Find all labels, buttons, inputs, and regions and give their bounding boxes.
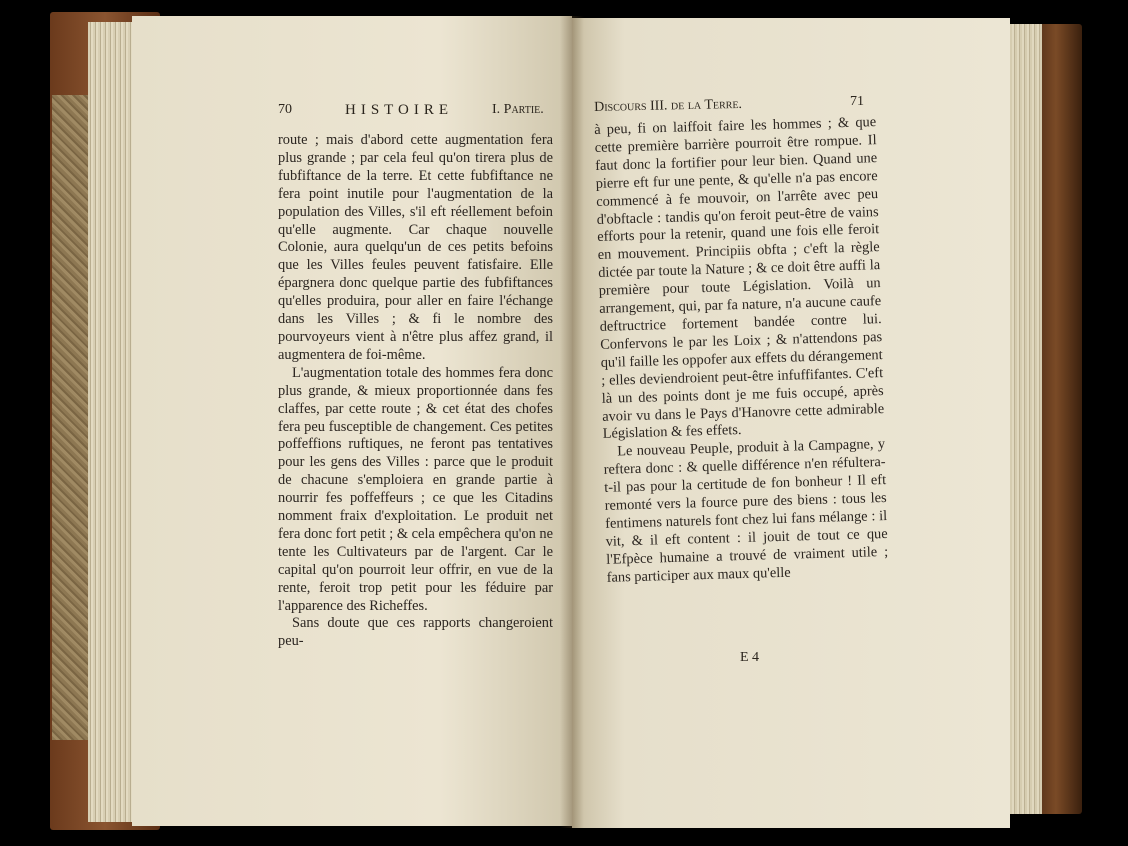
right-paragraph: Le nouveau Peuple, produit à la Campagne, y reftera donc : & quelle différence n'en réfultera-t-il pas pour la certitude de fon bonheur ! Il eft remonté vers la fource pure des biens : tous les fentimens naturels font chez lui fans mélange : il vit, & il eft content : il jouit de tout ce que l'Efpèce humaine a trouvé de vraiment utile ; fans participer aux maux qu'elle (603, 436, 889, 586)
right-running-title: Discours III. de la Terre. (594, 96, 743, 115)
left-running-title: HISTOIRE (345, 102, 454, 118)
left-paragraph: Sans doute que ces rapports changeroient peu- (278, 615, 553, 650)
left-paragraph: L'augmentation totale des hommes fera donc plus grande, & mieux proportionnée dans fes claffes, par cette route ; & cet état des chofes fera peu fusceptible de changement. Ces petites poffeffions ruftiques, ne feront pas tentatives pour les gens des Villes : parce que le produit de chacune s'emploiera en grande partie à nourrir fes poffeffeurs ; ce que les Citadins nomment fraix d'exploitation. Le produit net fera donc fort petit ; & cela empêchera qu'on ne tente les Cultivateurs par de l'argent. Car le capital qu'on pourroit leur offrir, en vue de la rente, feroit trop petit pour les féduire par l'apparence des Richeffes. (278, 364, 553, 614)
signature-mark: E 4 (740, 650, 760, 665)
marbled-board-left (52, 95, 92, 740)
left-part-label: I. Partie. (492, 102, 544, 117)
right-page-number: 71 (850, 94, 864, 109)
right-page-text (594, 114, 889, 587)
right-paragraph: à peu, fi on laiffoit faire les hommes ; & que cette première barrière pourroit être rompue. Il faut donc la fortifier pour leur bien. Quand une pierre eft fur une pente, & qu'elle n'a pas encore commencé à fe mouvoir, on l'arrête avec peu d'obftacle : tandis qu'on feroit peut-être de vains efforts pour la retenir, quand une fois elle feroit en mouvement. Principiis obfta ; c'eft la règle dictée par toute la Nature ; & ce doit être auffi la première pour toute Législation. Voilà un arrangement, qui, par fa nature, n'a aucune caufe deftructrice fortement bandée contre lui. Confervons le par les Loix ; & n'attendons pas qu'il faille les oppofer aux effets du dérangement ; elles deviendroient peut-être infuffifantes. C'eft là un des points dont je me fuis occupé, après avoir vu dans le Pays d'Hanovre cette admirable Législation & fes effets. (594, 114, 885, 443)
left-page-number: 70 (278, 102, 292, 117)
page-edges-left (88, 22, 138, 822)
left-paragraph: route ; mais d'abord cette augmentation fera plus grande ; par cela feul qu'on tirera plus de fubfiftance de la terre. Et cette fubfiftance ne fera point inutile pour l'augmentation de la population des Villes, s'il eft réellement befoin qu'elle augmente. Car chaque nouvelle Colonie, aura quelqu'un de ces petits befoins que les Villes feules peuvent fatisfaire. Elle épargnera donc quelque partie des fubfiftances qu'elles produira, pour aller en faire l'échange dans les Villes ; & fi le nombre des pourvoyeurs vient à n'être plus affez grand, il augmentera de foi-même. (278, 132, 553, 363)
book-gutter (560, 16, 584, 828)
left-page-text (278, 132, 553, 651)
